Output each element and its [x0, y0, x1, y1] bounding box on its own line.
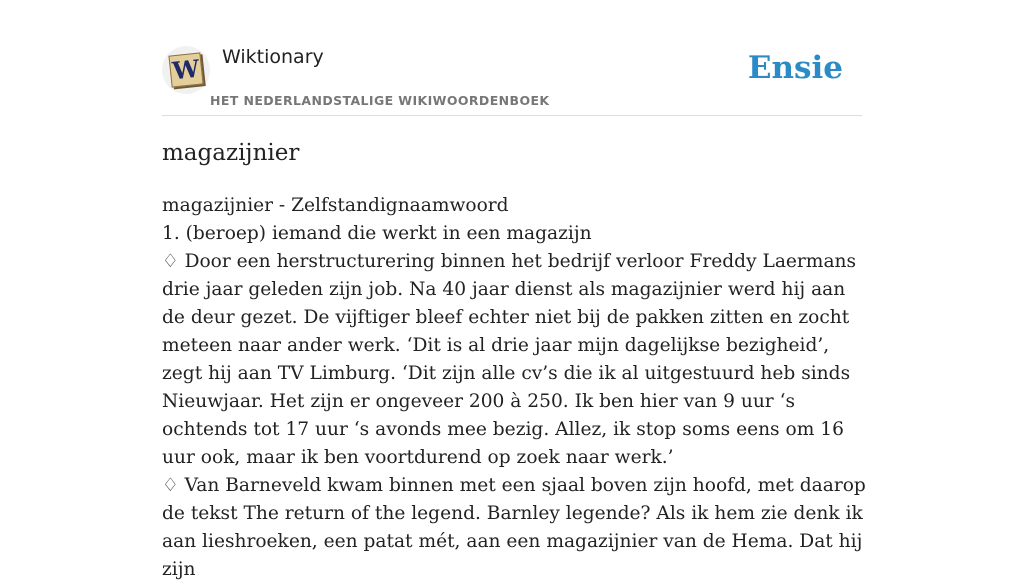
part-of-speech-line: magazijnier - Zelfstandignaamwoord	[162, 195, 509, 216]
wiktionary-logo-icon	[168, 52, 203, 87]
site-tagline: HET NEDERLANDSTALIGE WIKIWOORDENBOEK	[210, 93, 550, 108]
ensie-logo[interactable]: Ensie	[747, 50, 843, 86]
site-name[interactable]: Wiktionary	[222, 46, 324, 68]
header-divider	[162, 115, 862, 116]
definition: 1. (beroep) iemand die werkt in een magazijn	[162, 223, 592, 244]
entry-content	[162, 192, 866, 584]
entry-title: magazijnier	[162, 140, 300, 166]
example-2: ♢ Van Barneveld kwam binnen met een sjaal boven zijn hoofd, met daarop de tekst The return of the legend. Barnley legende? Als ik hem zie denk ik aan lieshroeken, een patat mét, aan een magazijnier van de Hema. Dat hij zijn	[162, 475, 866, 580]
example-1: ♢ Door een herstructurering binnen het bedrijf verloor Freddy Laermans drie jaar geleden zijn job. Na 40 jaar dienst als magazijnier werd hij aan de deur gezet. De vijftiger bleef echter niet bij de pakken zitten en zocht meteen naar ander werk. ‘Dit is al drie jaar mijn dagelijkse bezigheid’, zegt hij aan TV Limburg. ‘Dit zijn alle cv’s die ik al uitgestuurd heb sinds Nieuwjaar. Het zijn er ongeveer 200 à 250. Ik ben hier van 9 uur ‘s ochtends tot 17 uur ‘s avonds mee bezig. Allez, ik stop soms eens om 16 uur ook, maar ik ben voortdurend op zoek naar werk.’	[162, 251, 857, 468]
logo-letter: W	[171, 53, 201, 86]
